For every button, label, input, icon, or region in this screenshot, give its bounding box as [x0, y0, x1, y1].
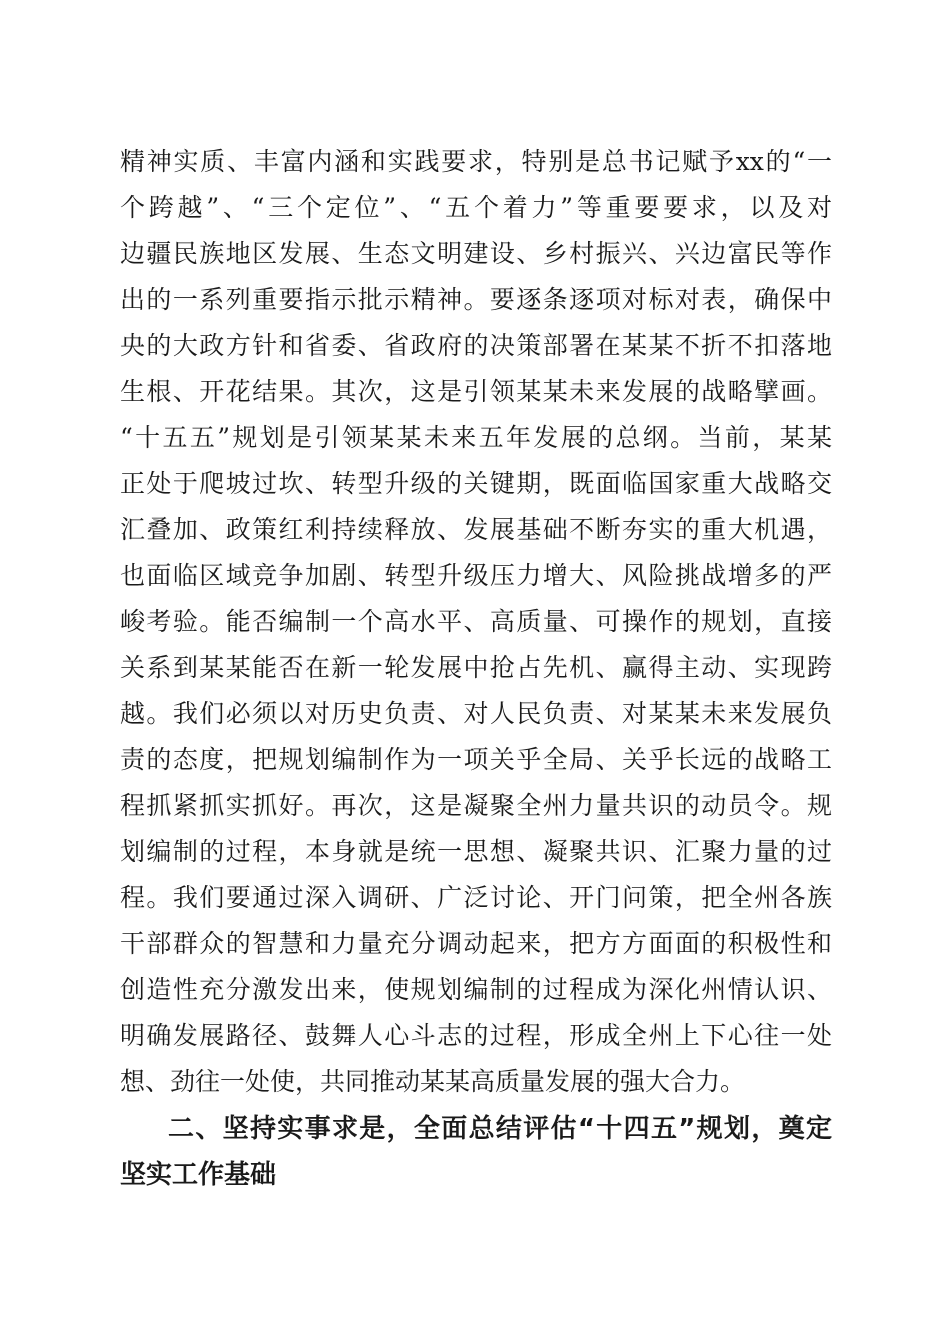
body-text-line: 想、劲往一处使，共同推动某某高质量发展的强大合力。: [120, 1067, 746, 1096]
body-text-line: 程抓紧抓实抓好。再次，这是凝聚全州力量共识的动员令。规: [120, 791, 832, 820]
body-text-line: 出的一系列重要指示批示精神。要逐条逐项对标对表，确保中: [120, 285, 832, 314]
body-text-line: 汇叠加、政策红利持续释放、发展基础不断夯实的重大机遇，: [120, 515, 832, 544]
body-text-line: 正处于爬坡过坎、转型升级的关键期，既面临国家重大战略交: [120, 469, 832, 498]
body-text-line: 个跨越”、“三个定位”、“五个着力”等重要要求，以及对: [120, 193, 832, 222]
section-heading: 二、坚持实事求是，全面总结评估“十四五”规划，奠定: [168, 1114, 832, 1144]
body-text-line: 划编制的过程，本身就是统一思想、凝聚共识、汇聚力量的过: [120, 837, 832, 866]
body-text-line: “十五五”规划是引领某某未来五年发展的总纲。当前，某某: [120, 423, 832, 452]
body-text-line: 明确发展路径、鼓舞人心斗志的过程，形成全州上下心往一处: [120, 1021, 832, 1050]
body-text-line: 也面临区域竞争加剧、转型升级压力增大、风险挑战增多的严: [120, 561, 832, 590]
body-text-line: 关系到某某能否在新一轮发展中抢占先机、赢得主动、实现跨: [120, 653, 832, 682]
body-text-line: 边疆民族地区发展、生态文明建设、乡村振兴、兴边富民等作: [120, 239, 832, 268]
body-text-line: 创造性充分激发出来，使规划编制的过程成为深化州情认识、: [120, 975, 832, 1004]
body-text-line: 峻考验。能否编制一个高水平、高质量、可操作的规划，直接: [120, 607, 832, 636]
body-text-line: 央的大政方针和省委、省政府的决策部署在某某不折不扣落地: [120, 331, 832, 360]
body-text-line: 越。我们必须以对历史负责、对人民负责、对某某未来发展负: [120, 699, 832, 728]
body-text-line: 生根、开花结果。其次，这是引领某某未来发展的战略擘画。: [120, 377, 832, 406]
body-text-line: 干部群众的智慧和力量充分调动起来，把方方面面的积极性和: [120, 929, 832, 958]
section-heading-continuation: 坚实工作基础: [120, 1160, 277, 1190]
body-text-line: 精神实质、丰富内涵和实践要求，特别是总书记赋予xx的“一: [120, 147, 832, 176]
body-text-line: 程。我们要通过深入调研、广泛讨论、开门问策，把全州各族: [120, 883, 832, 912]
body-text-line: 责的态度，把规划编制作为一项关乎全局、关乎长远的战略工: [120, 745, 832, 774]
